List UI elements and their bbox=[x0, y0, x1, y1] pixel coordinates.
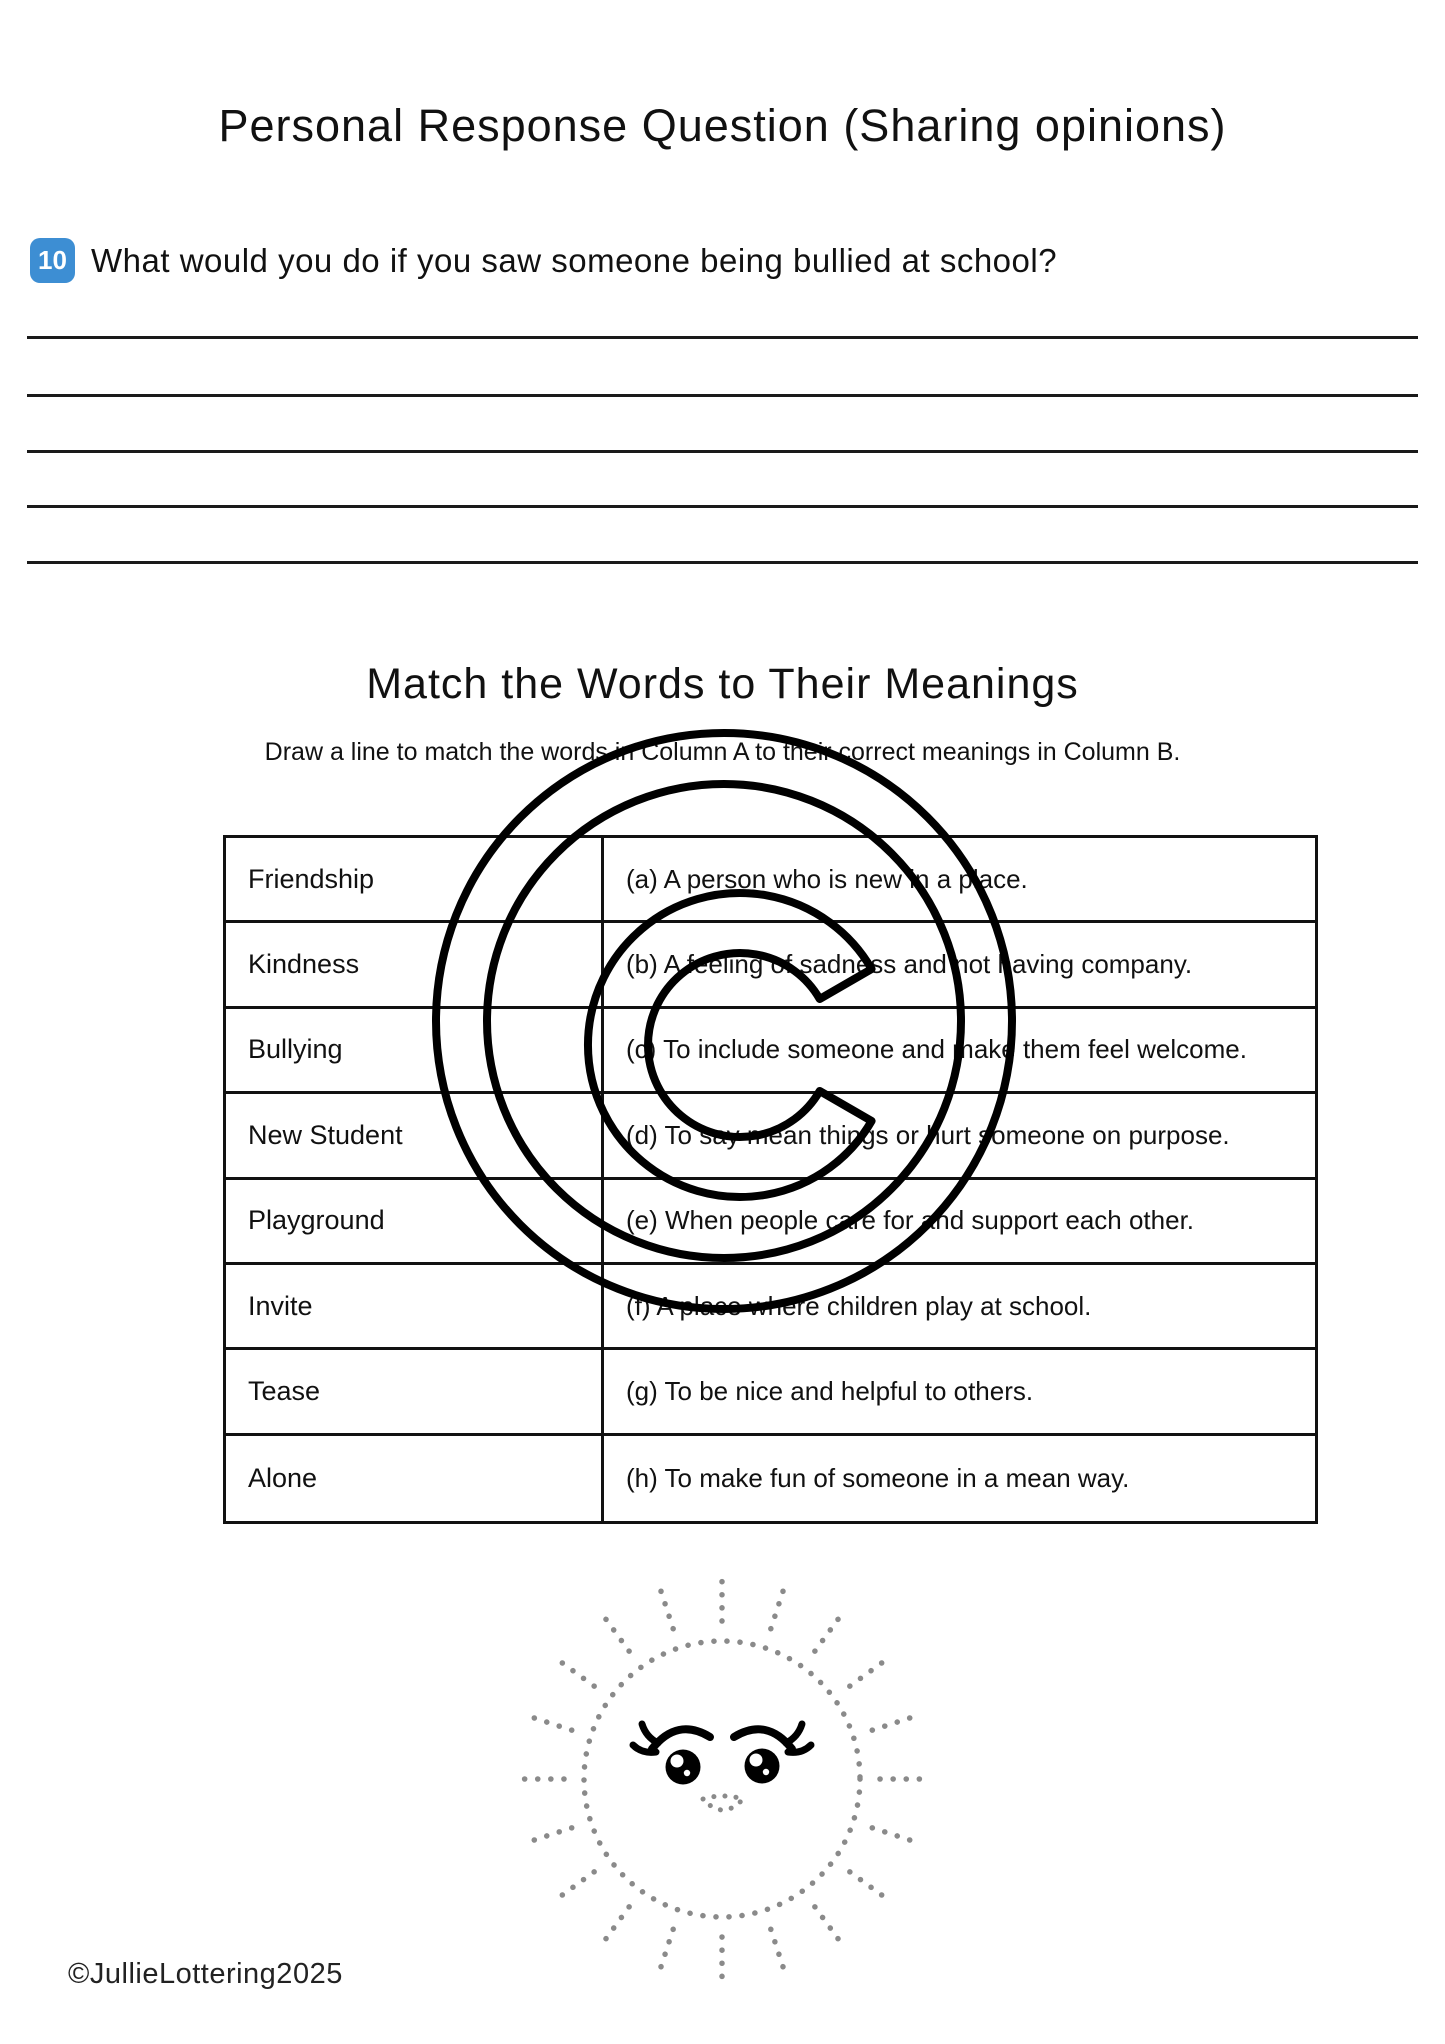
table-row bbox=[226, 1436, 1315, 1521]
question-text: What would you do if you saw someone being bullied at school? bbox=[91, 241, 1058, 279]
meaning-cell: (a) A person who is new in a place. bbox=[626, 863, 1028, 894]
sun-right-eye bbox=[734, 1724, 811, 1784]
meaning-cell: (c) To include someone and make them feel welcome. bbox=[626, 1034, 1247, 1065]
copyright-credit: ©JullieLottering2025 bbox=[68, 1958, 343, 1990]
meaning-cell: (d) To say mean things or hurt someone on purpose. bbox=[626, 1119, 1230, 1150]
table-row bbox=[226, 1094, 1315, 1179]
sun-left-eye bbox=[633, 1724, 710, 1785]
meaning-cell: (f) A place where children play at school. bbox=[626, 1290, 1092, 1321]
answer-line bbox=[27, 450, 1418, 453]
question-number-badge: 10 bbox=[30, 238, 75, 283]
question-row bbox=[30, 238, 1057, 283]
meaning-cell: (b) A feeling of sadness and not having company. bbox=[626, 949, 1193, 980]
meaning-cell: (e) When people care for and support each other. bbox=[626, 1205, 1195, 1236]
match-table bbox=[223, 835, 1318, 1524]
word-cell: New Student bbox=[226, 1094, 604, 1176]
word-cell: Kindness bbox=[226, 923, 604, 1005]
match-section-title: Match the Words to Their Meanings bbox=[366, 660, 1079, 708]
word-cell: Bullying bbox=[226, 1009, 604, 1091]
sun-mouth bbox=[703, 1796, 743, 1810]
page-title: Personal Response Question (Sharing opinions) bbox=[218, 100, 1227, 151]
meaning-cell: (g) To be nice and helpful to others. bbox=[626, 1376, 1034, 1407]
table-row bbox=[226, 1350, 1315, 1435]
word-cell: Invite bbox=[226, 1265, 604, 1347]
match-section-instruction: Draw a line to match the words in Column A to their correct meanings in Column B. bbox=[264, 738, 1181, 766]
answer-line bbox=[27, 336, 1418, 339]
word-cell: Tease bbox=[226, 1350, 604, 1432]
word-cell: Friendship bbox=[226, 838, 604, 920]
answer-line bbox=[27, 394, 1418, 397]
table-row bbox=[226, 1009, 1315, 1094]
sun-face-tracing-icon bbox=[487, 1544, 957, 2014]
table-row bbox=[226, 923, 1315, 1008]
word-cell: Alone bbox=[226, 1436, 604, 1521]
table-row bbox=[226, 1265, 1315, 1350]
answer-line bbox=[27, 561, 1418, 564]
meaning-cell: (h) To make fun of someone in a mean way. bbox=[626, 1462, 1130, 1493]
table-row bbox=[226, 1180, 1315, 1265]
table-row bbox=[226, 838, 1315, 923]
word-cell: Playground bbox=[226, 1180, 604, 1262]
answer-line bbox=[27, 505, 1418, 508]
